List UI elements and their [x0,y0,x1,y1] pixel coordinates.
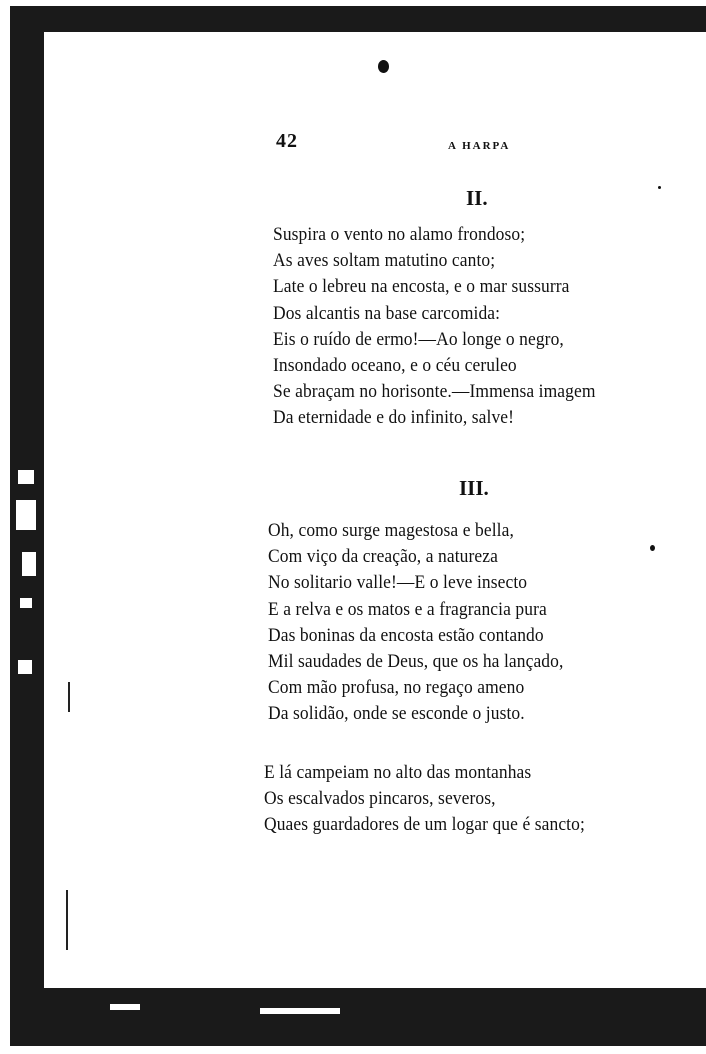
verse-line: Quaes guardadores de um logar que é sancto; [264,814,585,836]
verse-line: Late o lebreu na encosta, e o mar sussurra [273,276,570,298]
verse-line: E lá campeiam no alto das montanhas [264,762,532,783]
verse-line: Insondado oceano, e o céu ceruleo [273,355,517,377]
scan-mark [18,660,32,674]
ink-blot [650,545,655,551]
verse-line: E a relva e os matos e a fragrancia pura [268,598,547,620]
verse-line: Das boninas da encosta estão contando [268,624,544,646]
ink-blot [658,186,661,189]
verse-line: Oh, como surge magestosa e bella, [268,520,514,541]
scan-mark [110,1004,140,1010]
verse-line: Com mão profusa, no regaço ameno [268,677,525,699]
page-number: 42 [276,130,298,152]
verse-line: Os escalvados pincaros, severos, [264,788,496,810]
page-sheet [44,32,706,988]
stanza [273,222,624,432]
scan-mark [68,682,70,712]
verse-line: No solitario valle!—E o leve insecto [268,572,528,594]
scan-mark [16,500,36,530]
verse-line: Se abraçam no horisonte.—Immensa imagem [273,381,596,403]
running-head: A HARPA [448,140,511,152]
verse-line: Suspira o vento no alamo frondoso; [273,224,526,245]
scan-mark [20,598,32,608]
verse-line: As aves soltam matutino canto; [273,250,496,272]
scan-border-top [10,6,706,32]
scan-mark [66,890,68,950]
verse-line: Dos alcantis na base carcomida: [273,302,501,324]
verse-line: Eis o ruído de ermo!—Ao longe o negro, [273,328,564,350]
scan-border-bottom [10,988,706,1046]
scan-mark [18,470,34,484]
verse-line: Da eternidade e do infinito, salve! [273,407,515,429]
stanza [264,760,613,839]
verse-line: Mil saudades de Deus, que os ha lançado, [268,651,564,673]
stanza [268,518,589,728]
verse-line: Da solidão, onde se esconde o justo. [268,703,525,725]
scan-mark [22,552,36,576]
section-numeral-iii: III. [459,476,489,500]
verse-line: Com viço da creação, a natureza [268,546,498,568]
section-numeral-ii: II. [466,186,488,210]
ink-blot [378,60,389,73]
scan-mark [260,1008,340,1014]
